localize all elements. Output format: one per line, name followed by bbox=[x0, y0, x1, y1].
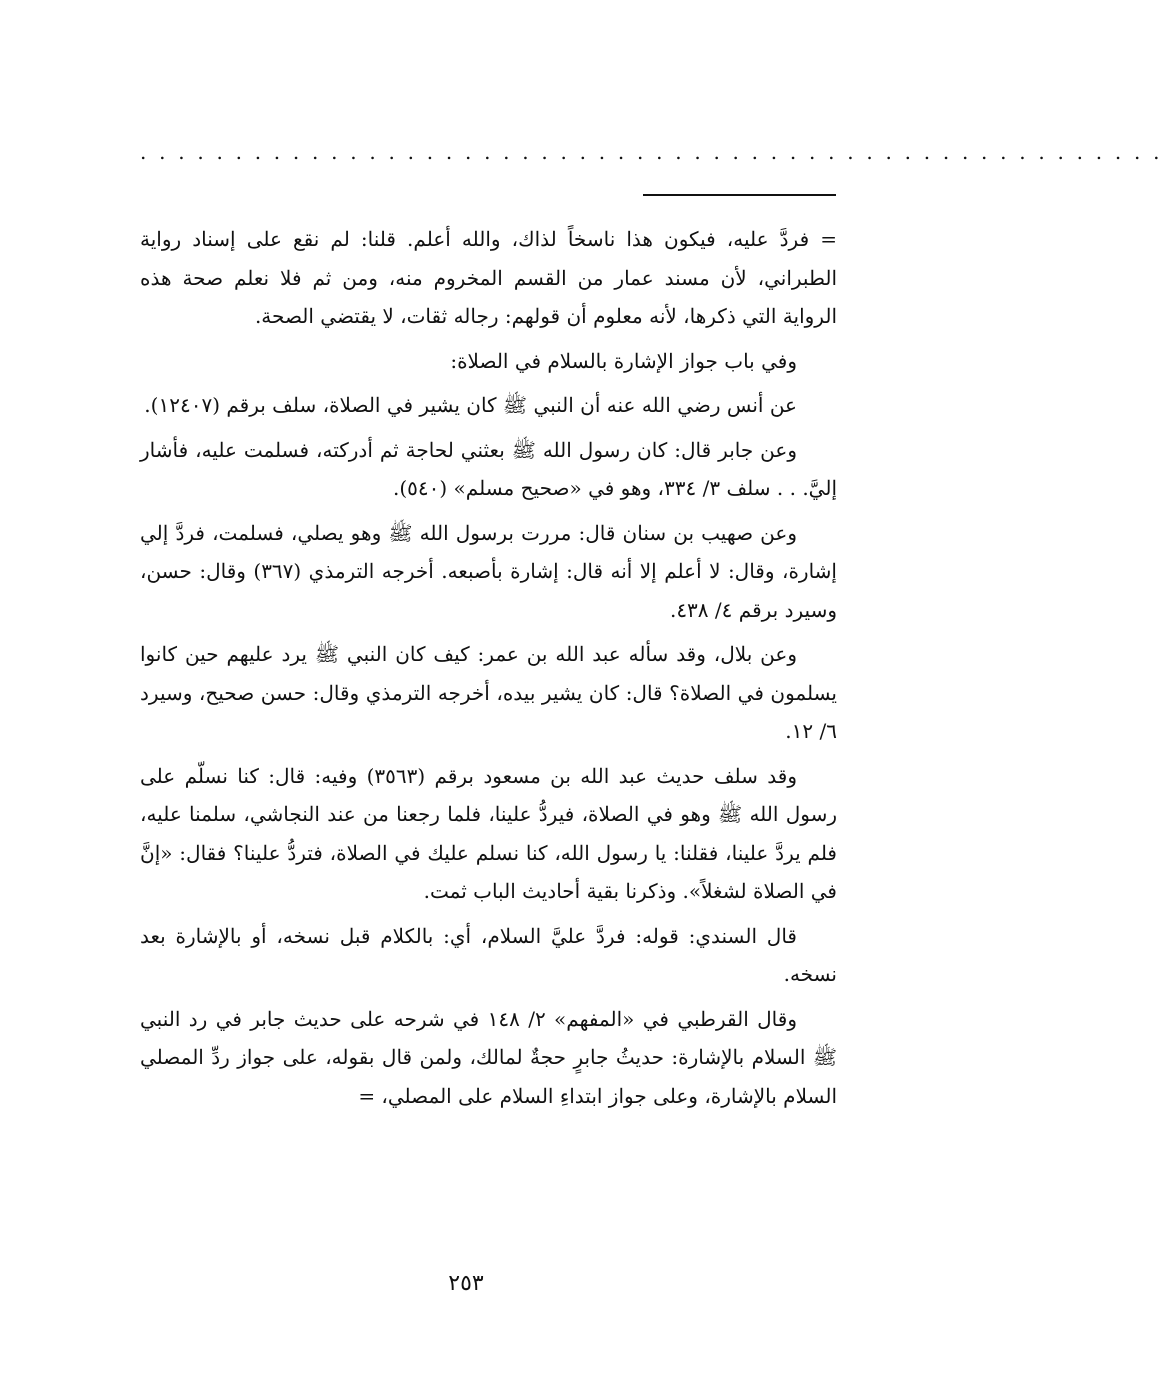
paragraph-continuation: = فردَّ عليه، فيكون هذا ناسخاً لذاك، والله أعلم. قلنا: لم نقع على إسناد رواية الطبراني، لأن مسند عمار من القسم المخروم منه، ومن ثم فلا نعلم صحة هذه الرواية التي ذكرها، لأنه معلوم أن قولهم: رجاله ثقات، لا يقتضي الصحة. bbox=[140, 227, 837, 328]
page-number: ٢٥٣ bbox=[448, 1271, 484, 1296]
paragraph-anas: عن أنس رضي الله عنه أن النبي ﷺ كان يشير في الصلاة، سلف برقم (١٢٤٠٧). bbox=[144, 393, 797, 417]
separator-dots: . . . . . . . . . . . . . . . . . . . . . . . . . . . . . . . . . . . . . . . . . . . . . . . . . . . . . . bbox=[140, 140, 1163, 164]
paragraph-ibn-masud: وقد سلف حديث عبد الله بن مسعود برقم (٣٥٦٣) وفيه: قال: كنا نسلّم على رسول الله ﷺ وهو في الصلاة، فيردُّ علينا، فلما رجعنا من عند النجاشي، سلمنا عليه، فلم يردَّ علينا، فقلنا: يا رسول الله، كنا نسلم عليك في الصلاة، فتردُّ علينا؟ فقال: «إنَّ في الصلاة لشغلاً». وذكرنا بقية أحاديث الباب ثمت. bbox=[140, 763, 837, 903]
paragraph-heading: وفي باب جواز الإشارة بالسلام في الصلاة: bbox=[450, 348, 797, 373]
paragraph-jabir: وعن جابر قال: كان رسول الله ﷺ بعثني لحاجة ثم أدركته، فسلمت عليه، فأشار إليَّ. . . سلف ٣/ ٣٣٤، وهو في «صحيح مسلم» (٥٤٠). bbox=[140, 437, 837, 500]
paragraph-sindi: قال السندي: قوله: فردَّ عليَّ السلام، أي: بالكلام قبل نسخه، أو بالإشارة بعد نسخه. bbox=[140, 923, 837, 986]
paragraph-bilal: وعن بلال، وقد سأله عبد الله بن عمر: كيف كان النبي ﷺ يرد عليهم حين كانوا يسلمون في الصلاة؟ قال: كان يشير بيده، أخرجه الترمذي وقال: حسن صحيح، وسيرد ٦/ ١٢. bbox=[140, 642, 837, 743]
paragraph-suhayb: وعن صهيب بن سنان قال: مررت برسول الله ﷺ وهو يصلي، فسلمت، فردَّ إلي إشارة، وقال: لا أعلم إلا أنه قال: إشارة بأصبعه. أخرجه الترمذي (٣٦٧) وقال: حسن، وسيرد برقم ٤/ ٤٣٨. bbox=[140, 520, 837, 622]
footnote-text bbox=[140, 220, 837, 1121]
footnote-rule bbox=[643, 194, 836, 196]
paragraph-qurtubi: وقال القرطبي في «المفهم» ٢/ ١٤٨ في شرحه على حديث جابر في رد النبي ﷺ السلام بالإشارة: حديثُ جابرٍ حجةٌ لمالك، ولمن قال بقوله، على جواز ردِّ المصلي السلام بالإشارة، وعلى جواز ابتداءِ السلام على المصلي، = bbox=[140, 1006, 837, 1108]
